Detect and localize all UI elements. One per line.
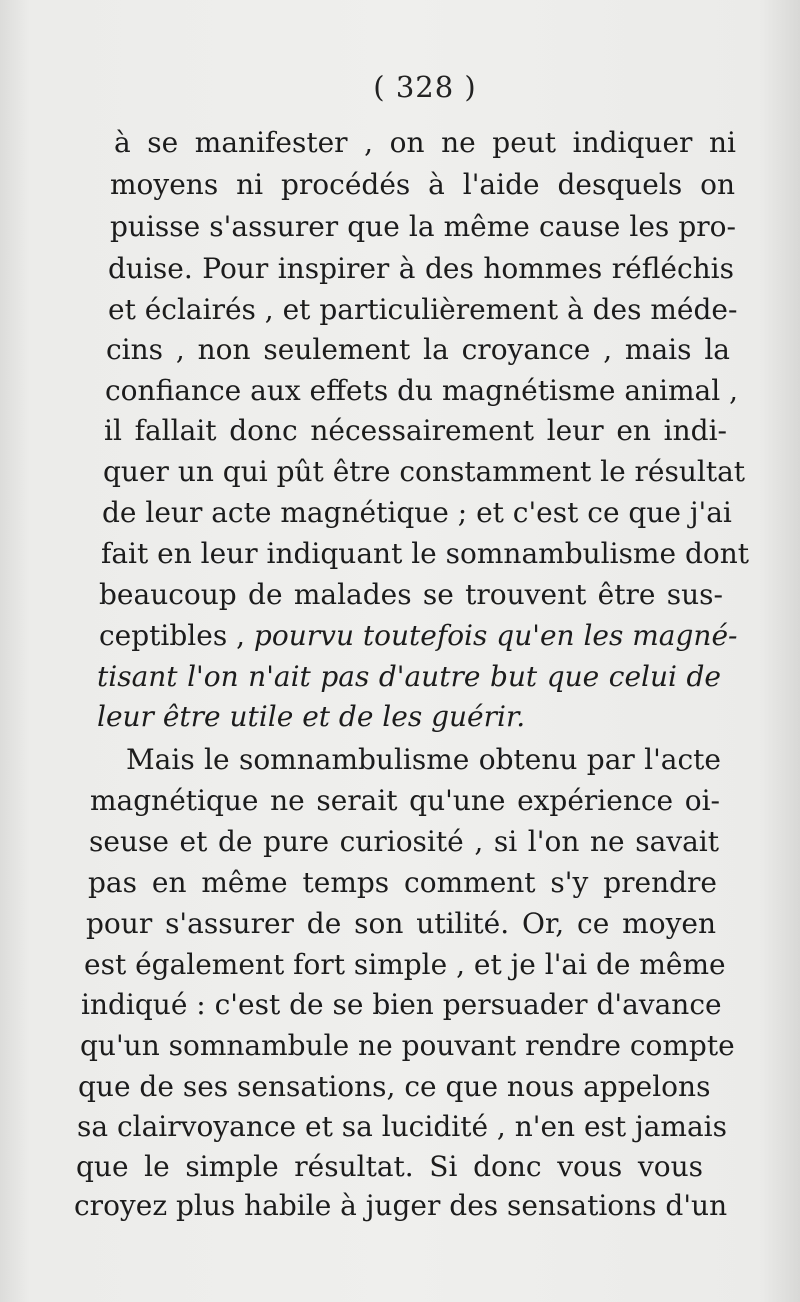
text-line: sa clairvoyance et sa lucidité , n'en est jamais bbox=[77, 1110, 727, 1143]
mixed-style-line bbox=[99, 616, 738, 656]
text-line: et éclairés , et particulièrement à des méde- bbox=[108, 293, 738, 326]
text-line: croyez plus habile à juger des sensations d'un bbox=[74, 1189, 728, 1222]
text-line: à se manifester , on ne peut indiquer ni bbox=[114, 126, 736, 159]
italic-line: leur être utile et de les guérir. bbox=[97, 700, 526, 733]
text-line: il fallait donc nécessairement leur en indi- bbox=[104, 414, 727, 447]
text-line: est également fort simple , et je l'ai de même bbox=[84, 948, 726, 981]
text-line: puisse s'assurer que la même cause les pro- bbox=[110, 210, 736, 243]
text-line: que de ses sensations, ce que nous appelons bbox=[78, 1070, 711, 1103]
text-line: pour s'assurer de son utilité. Or, ce moyen bbox=[86, 907, 716, 940]
text-line: seuse et de pure curiosité , si l'on ne savait bbox=[89, 825, 719, 858]
text-line: moyens ni procédés à l'aide desquels on bbox=[110, 168, 735, 201]
text-line: cins , non seulement la croyance , mais la bbox=[106, 333, 730, 366]
page-number: ( 328 ) bbox=[373, 70, 477, 104]
text-line: confiance aux effets du magnétisme animal , bbox=[105, 374, 739, 407]
text-line: indiqué : c'est de se bien persuader d'avance bbox=[81, 988, 722, 1021]
text-line: Mais le somnambulisme obtenu par l'acte bbox=[126, 743, 721, 776]
text-line: quer un qui pût être constamment le résultat bbox=[103, 455, 746, 488]
roman-text: ceptibles , bbox=[99, 619, 246, 652]
text-line: fait en leur indiquant le somnambulisme dont bbox=[101, 537, 750, 570]
italic-line: tisant l'on n'ait pas d'autre but que celui de bbox=[97, 660, 721, 693]
text-line: duise. Pour inspirer à des hommes réfléchis bbox=[108, 252, 734, 285]
text-line: que le simple résultat. Si donc vous vous bbox=[76, 1150, 703, 1183]
text-line: magnétique ne serait qu'une expérience oi- bbox=[90, 784, 720, 817]
text-line: beaucoup de malades se trouvent être sus- bbox=[99, 578, 723, 611]
text-line: qu'un somnambule ne pouvant rendre compte bbox=[80, 1029, 735, 1062]
text-line: de leur acte magnétique ; et c'est ce que j'ai bbox=[102, 496, 732, 529]
italic-text: pourvu toutefois qu'en les magné- bbox=[253, 619, 738, 652]
text-line: pas en même temps comment s'y prendre bbox=[88, 866, 717, 899]
